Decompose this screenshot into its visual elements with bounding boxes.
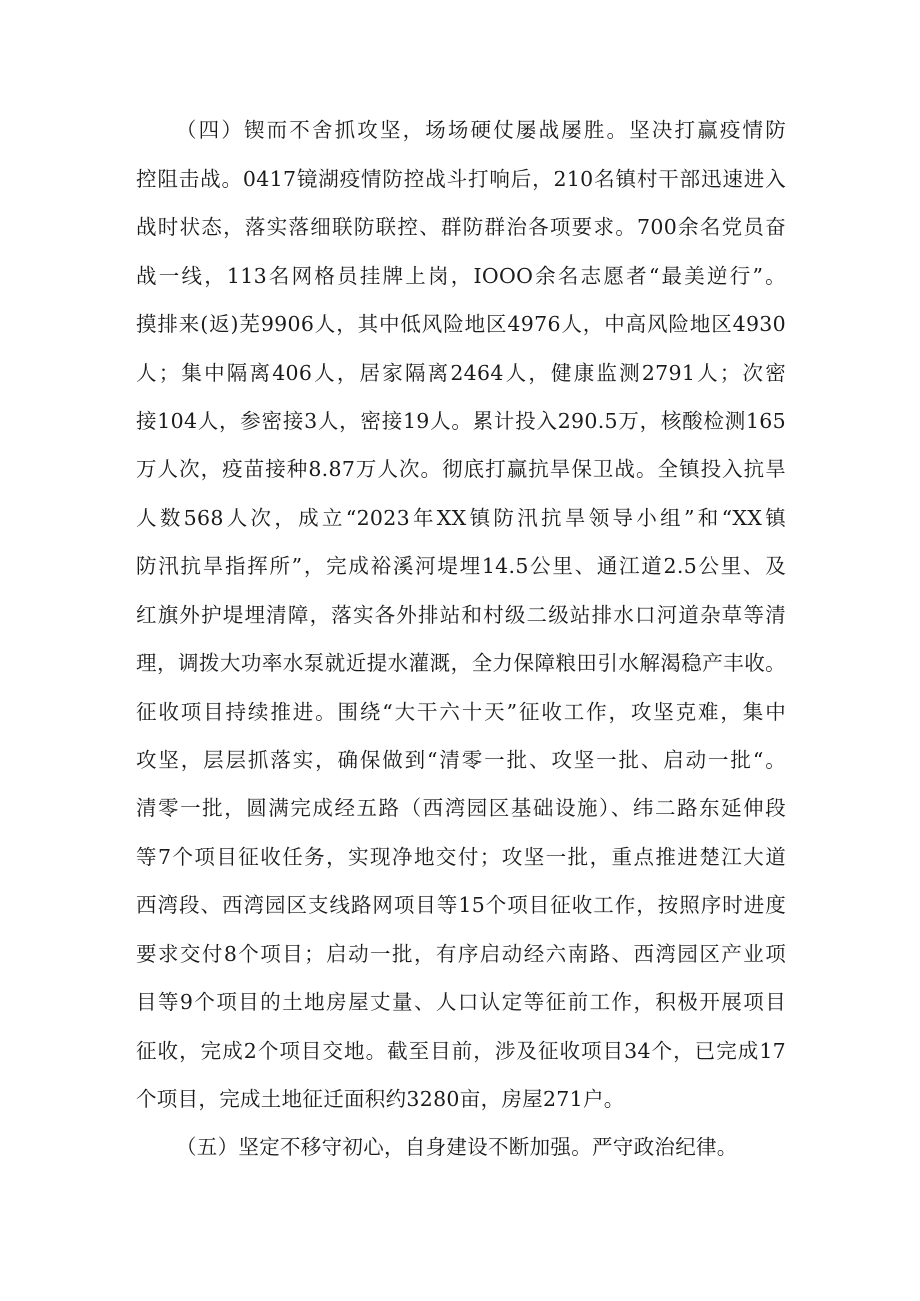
paragraph-4-line-9: 人数568人次，成立“2023年XX镇防汛抗旱领导小组”和“XX镇 [136,506,786,530]
paragraph-4-line-10: 防汛抗旱指挥所”，完成裕溪河堤埋14.5公里、通江道2.5公里、及 [136,554,786,578]
paragraph-4-line-18: 要求交付8个项目；启动一批，有序启动经六南路、西湾园区产业项 [136,942,786,966]
paragraph-4-line-17: 西湾段、西湾园区支线路网项目等15个项目征收工作，按照序时进度 [136,893,786,917]
paragraph-4-line-6: 人；集中隔离406人，居家隔离2464人，健康监测2791人；次密 [136,361,786,385]
paragraph-4-line-21: 个项目，完成土地征迁面积约3280亩，房屋271户。 [136,1087,625,1111]
paragraph-4-line-20: 征收，完成2个项目交地。截至目前，涉及征收项目34个，已完成17 [136,1039,786,1063]
paragraph-4-line-1: （四）锲而不舍抓攻坚，场场硬仗屡战屡胜。坚决打赢疫情防 [176,118,786,142]
paragraph-4-line-12: 理，调拨大功率水泵就近提水灌溉，全力保障粮田引水解渴稳产丰收。 [136,651,786,675]
paragraph-4-line-7: 接104人，参密接3人，密接19人。累计投入290.5万，核酸检测165 [136,409,786,433]
paragraph-4-line-2: 控阻击战。0417镜湖疫情防控战斗打响后，210名镇村干部迅速进入 [136,167,786,191]
paragraph-4-line-19: 目等9个项目的土地房屋丈量、人口认定等征前工作，积极开展项目 [136,990,786,1014]
paragraph-4-line-8: 万人次，疫苗接种8.87万人次。彻底打赢抗旱保卫战。全镇投入抗旱 [136,457,786,481]
paragraph-5-line-1: （五）坚定不移守初心，自身建设不断加强。严守政治纪律。 [176,1135,738,1159]
paragraph-4-line-3: 战时状态，落实落细联防联控、群防群治各项要求。700余名党员奋 [136,215,786,239]
paragraph-4-line-11: 红旗外护堤埋清障，落实各外排站和村级二级站排水口河道杂草等清 [136,603,786,627]
paragraph-4-line-16: 等7个项目征收任务，实现净地交付；攻坚一批，重点推进楚江大道 [136,845,786,869]
paragraph-4-line-5: 摸排来(返)芜9906人，其中低风险地区4976人，中高风险地区4930 [136,312,786,336]
paragraph-4-line-4: 战一线，113名网格员挂牌上岗，IOOO余名志愿者“最美逆行”。 [136,264,786,288]
paragraph-4-line-13: 征收项目持续推进。围绕“大干六十天”征收工作，攻坚克难，集中 [136,700,786,724]
paragraph-4-line-15: 清零一批，圆满完成经五路（西湾园区基础设施）、纬二路东延伸段 [136,796,786,820]
paragraph-4-line-14: 攻坚，层层抓落实，确保做到“清零一批、攻坚一批、启动一批“。 [136,748,786,772]
